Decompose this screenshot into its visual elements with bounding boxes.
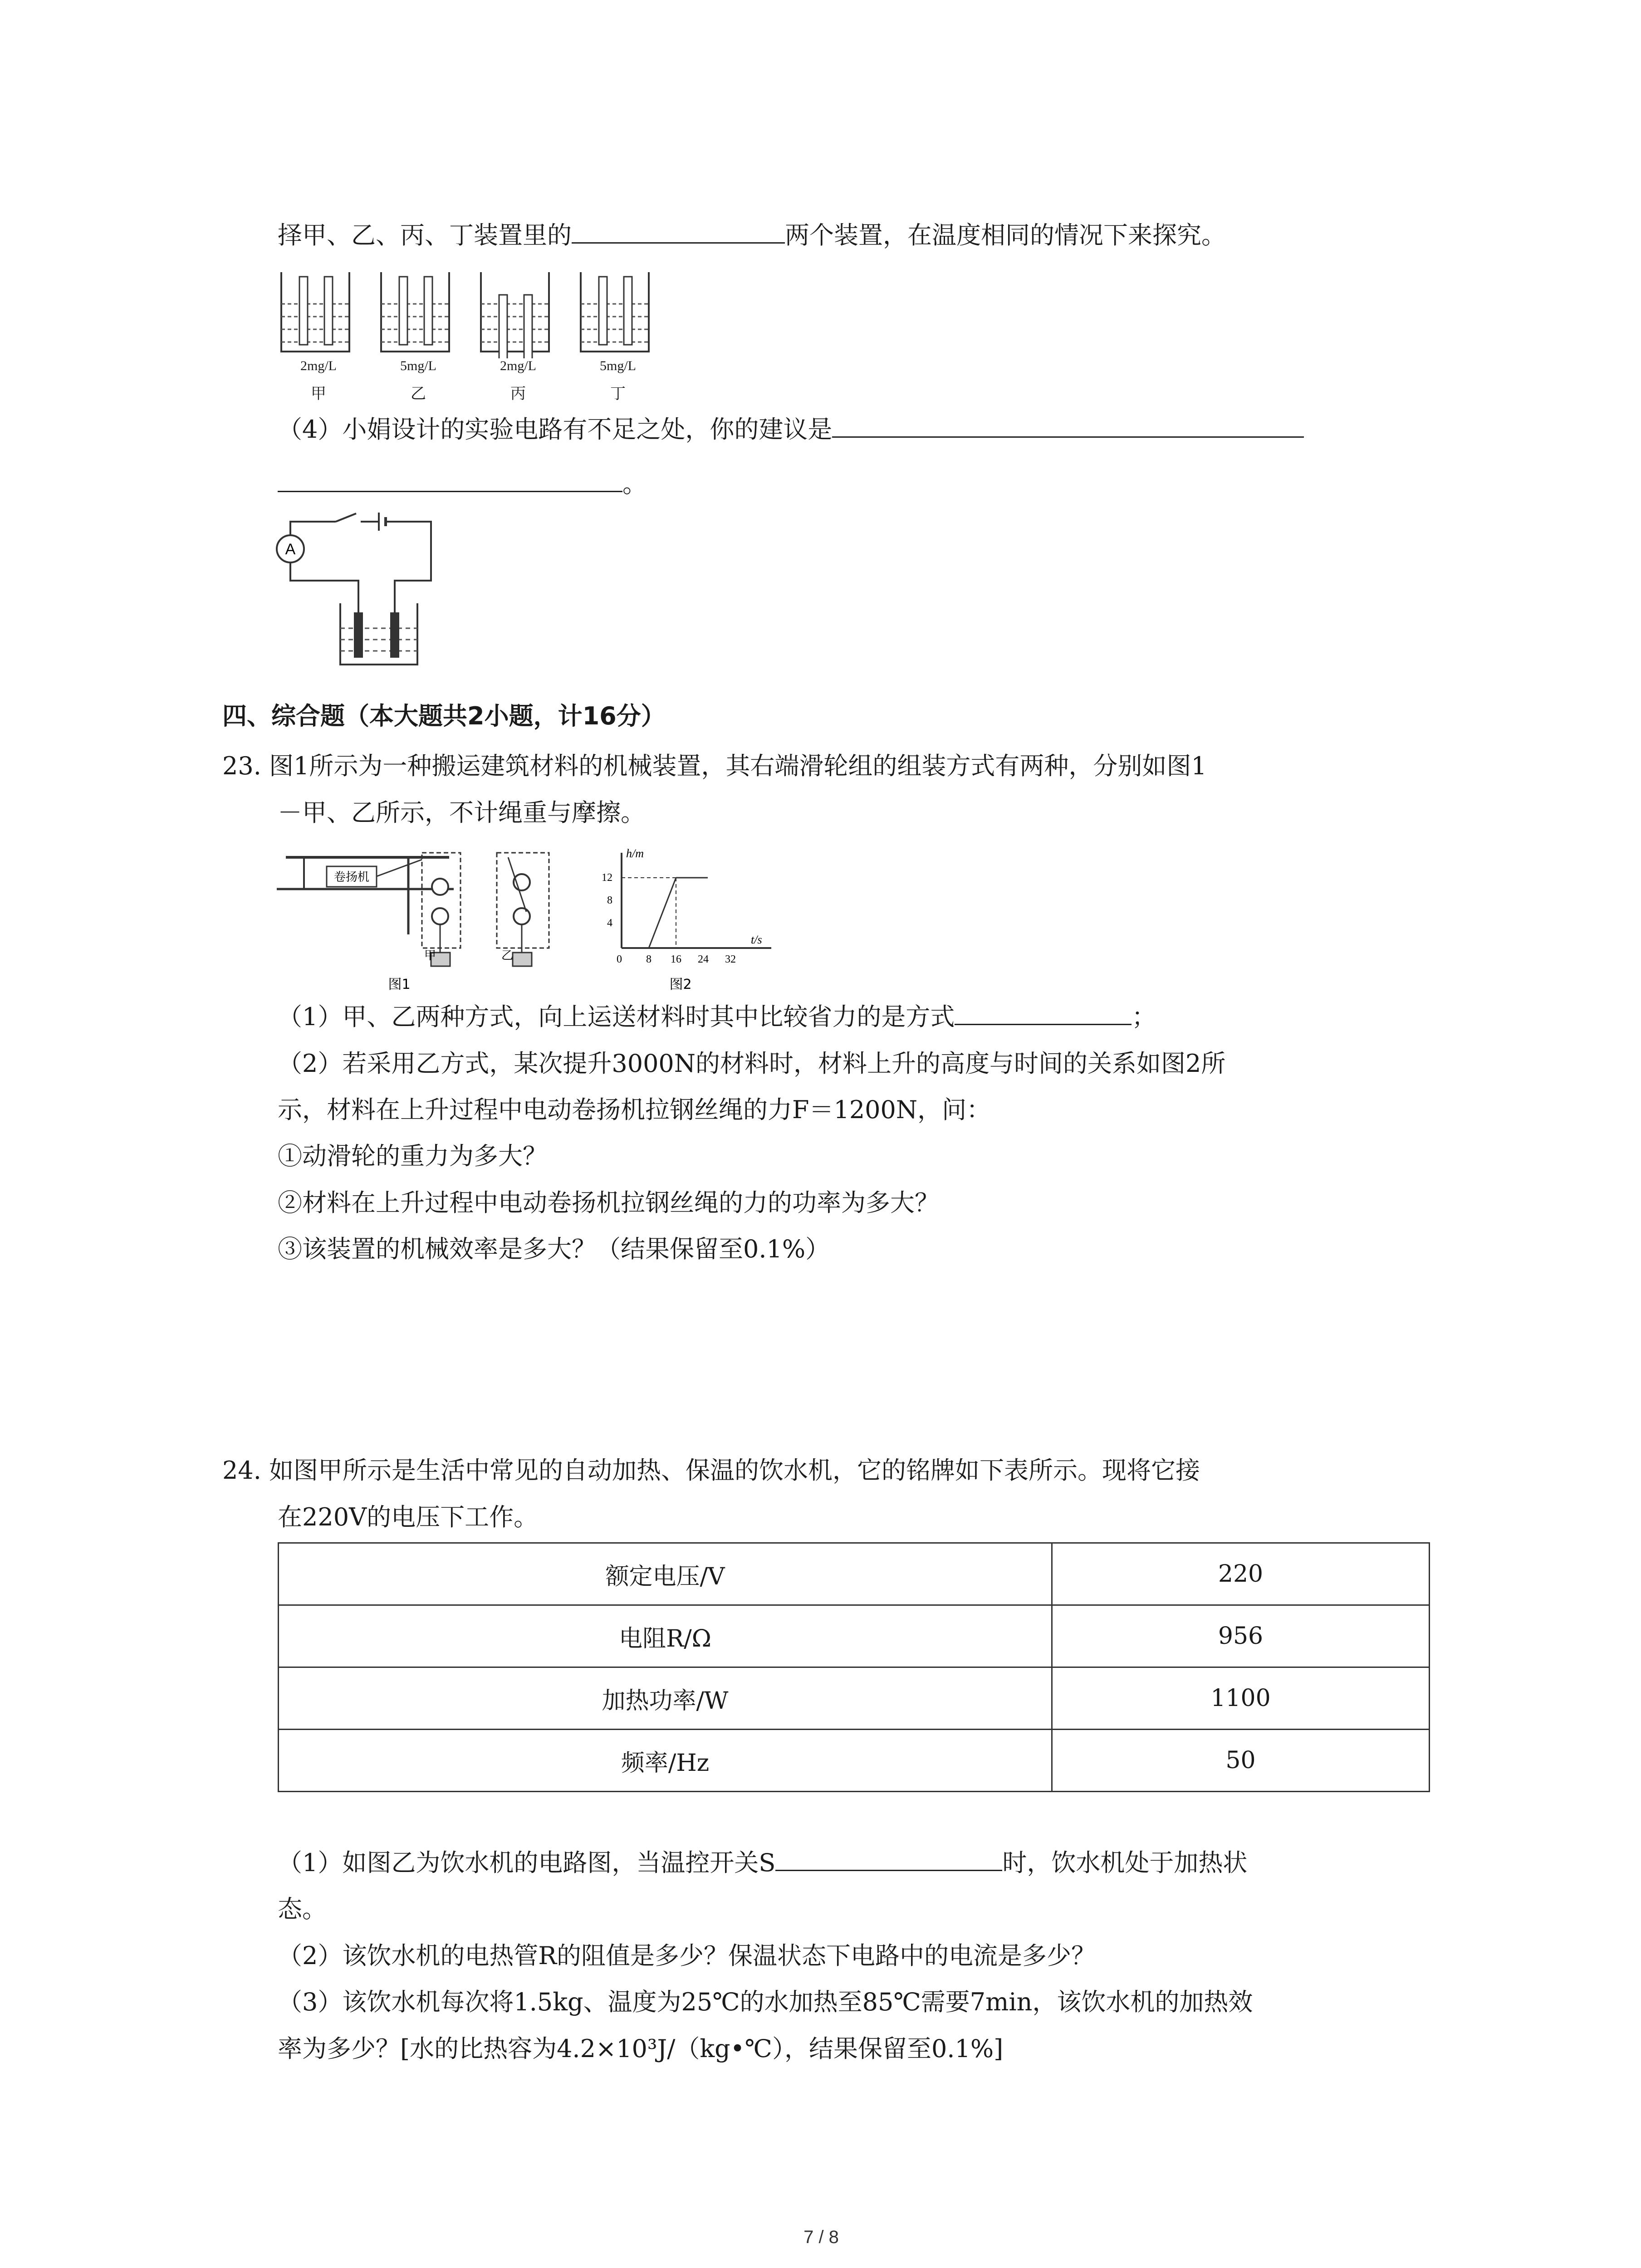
container-jia-conc: 2mg/L: [300, 358, 337, 373]
fig2-caption: 图2: [669, 977, 692, 992]
q24-spec-table: [278, 1542, 1430, 1792]
q22-answer-blank-2a[interactable]: [832, 436, 1304, 438]
q24-p1-text: （1）如图乙为饮水机的电路图，当温控开关S: [278, 1848, 776, 1877]
q24-p1-line2: 态。: [278, 1895, 327, 1923]
q22-answer-blank-2b[interactable]: [278, 490, 622, 492]
circuit-figure: [272, 508, 463, 671]
q22-line1: [278, 223, 1226, 248]
q22-line1-after: 两个装置，在温度相同的情况下来探究。: [785, 221, 1226, 249]
q22-part4-end: 。: [622, 469, 647, 498]
q23-line1: [222, 754, 1207, 778]
q24-line1: [222, 1458, 1200, 1483]
q24-line2: 在220V的电压下工作。: [278, 1503, 539, 1531]
fig2-ytick-4: 4: [607, 917, 612, 929]
q23-p1-text: （1）甲、乙两种方式，向上运送材料时其中比较省力的是方式: [278, 1002, 955, 1031]
container-ding-label: 丁: [610, 386, 626, 402]
beaker-bing: [481, 272, 549, 358]
fig2-xtick-8: 8: [646, 953, 652, 965]
fig2-ytick-12: 12: [602, 872, 612, 884]
q24-p1-after: 时，饮水机处于加热状: [1002, 1848, 1248, 1877]
containers-figure: [272, 268, 662, 358]
table-cell-key: 加热功率/W: [279, 1667, 1052, 1730]
q24-line1-text: 如图甲所示是生活中常见的自动加热、保温的饮水机，它的铭牌如下表所示。现将它接: [269, 1456, 1200, 1485]
table-row: [279, 1605, 1430, 1667]
fig1-yi-label: 乙: [501, 949, 514, 963]
q22-part4: [278, 417, 1304, 442]
fig2-xtick-24: 24: [698, 953, 709, 965]
q22-part4-line2: [278, 469, 647, 498]
table-row: [279, 1543, 1430, 1605]
table-cell-value: 1100: [1052, 1667, 1430, 1730]
section4-heading: 四、综合题（本大题共2小题，计16分）: [222, 702, 666, 730]
table-cell-value: 220: [1052, 1543, 1430, 1605]
container-bing-conc: 2mg/L: [500, 358, 536, 373]
beaker-yi: [381, 272, 449, 352]
fig1-caption: 图1: [388, 977, 411, 992]
beaker-ding: [581, 272, 649, 352]
page-number: 7 / 8: [803, 2227, 839, 2247]
q24-p2: （2）该饮水机的电热管R的阻值是多少？保温状态下电路中的电流是多少？: [278, 1941, 1096, 1970]
q23-p1-end: ；: [1132, 1002, 1156, 1031]
q23-number: 23.: [222, 752, 261, 780]
fig2-xlabel: t/s: [751, 933, 762, 946]
fig2-xtick-32: 32: [725, 953, 736, 965]
q23-sub2: ②材料在上升过程中电动卷扬机拉钢丝绳的力的功率为多大？: [278, 1188, 939, 1217]
q24-p3-line2: 率为多少？[水的比热容为4.2×10³J/（kg•℃），结果保留至0.1%]: [278, 2034, 1004, 2063]
q23-sub1: ①动滑轮的重力为多大？: [278, 1142, 547, 1170]
q23-figure1: [272, 844, 581, 993]
table-cell-key: 电阻R/Ω: [279, 1605, 1052, 1667]
table-cell-value: 50: [1052, 1730, 1430, 1792]
q24-p1: [278, 1848, 1248, 1877]
q22-answer-blank-1[interactable]: [572, 242, 785, 244]
ammeter-label: A: [285, 541, 296, 558]
fig2-xtick-16: 16: [671, 953, 681, 965]
q24-number: 24.: [222, 1456, 261, 1485]
fig2-rise-line: [649, 878, 676, 948]
q24-answer-blank[interactable]: [775, 1869, 1002, 1871]
fig2-ytick-8: 8: [607, 894, 612, 906]
q23-p2-line1: （2）若采用乙方式，某次提升3000N的材料时，材料上升的高度与时间的关系如图2所: [278, 1049, 1226, 1078]
q24-p3-line1: （3）该饮水机每次将1.5kg、温度为25℃的水加热至85℃需要7min，该饮水机的加热效: [278, 1988, 1253, 2016]
table-row: [279, 1667, 1430, 1730]
table-row: [279, 1730, 1430, 1792]
q22-part4-text: （4）小娟设计的实验电路有不足之处，你的建议是: [278, 415, 833, 444]
table-cell-value: 956: [1052, 1605, 1430, 1667]
winch-label: 卷扬机: [333, 870, 370, 884]
container-jia-label: 甲: [311, 386, 326, 402]
q23-answer-blank[interactable]: [955, 1023, 1132, 1025]
fig2-ylabel: h/m: [626, 847, 644, 860]
container-ding-conc: 5mg/L: [600, 358, 636, 373]
q22-line1-before: 择甲、乙、丙、丁装置里的: [278, 221, 572, 249]
fig2-xtick-0: 0: [617, 953, 622, 965]
q23-figure2: [590, 844, 780, 993]
q23-p2-line2: 示，材料在上升过程中电动卷扬机拉钢丝绳的力F＝1200N，问：: [278, 1095, 991, 1124]
q23-sub3: ③该装置的机械效率是多大？（结果保留至0.1%）: [278, 1235, 830, 1263]
q23-line1-text: 图1所示为一种搬运建筑材料的机械装置，其右端滑轮组的组装方式有两种，分别如图1: [269, 752, 1207, 780]
container-bing-label: 丙: [510, 386, 526, 402]
q23-p1: [278, 1002, 1156, 1031]
beaker-jia: [281, 272, 349, 352]
table-cell-key: 额定电压/V: [279, 1543, 1052, 1605]
container-yi-conc: 5mg/L: [400, 358, 436, 373]
container-yi-label: 乙: [411, 386, 426, 402]
fig1-jia-label: 甲: [424, 949, 436, 963]
table-cell-key: 频率/Hz: [279, 1730, 1052, 1792]
q23-line2: －甲、乙所示，不计绳重与摩擦。: [278, 798, 645, 827]
